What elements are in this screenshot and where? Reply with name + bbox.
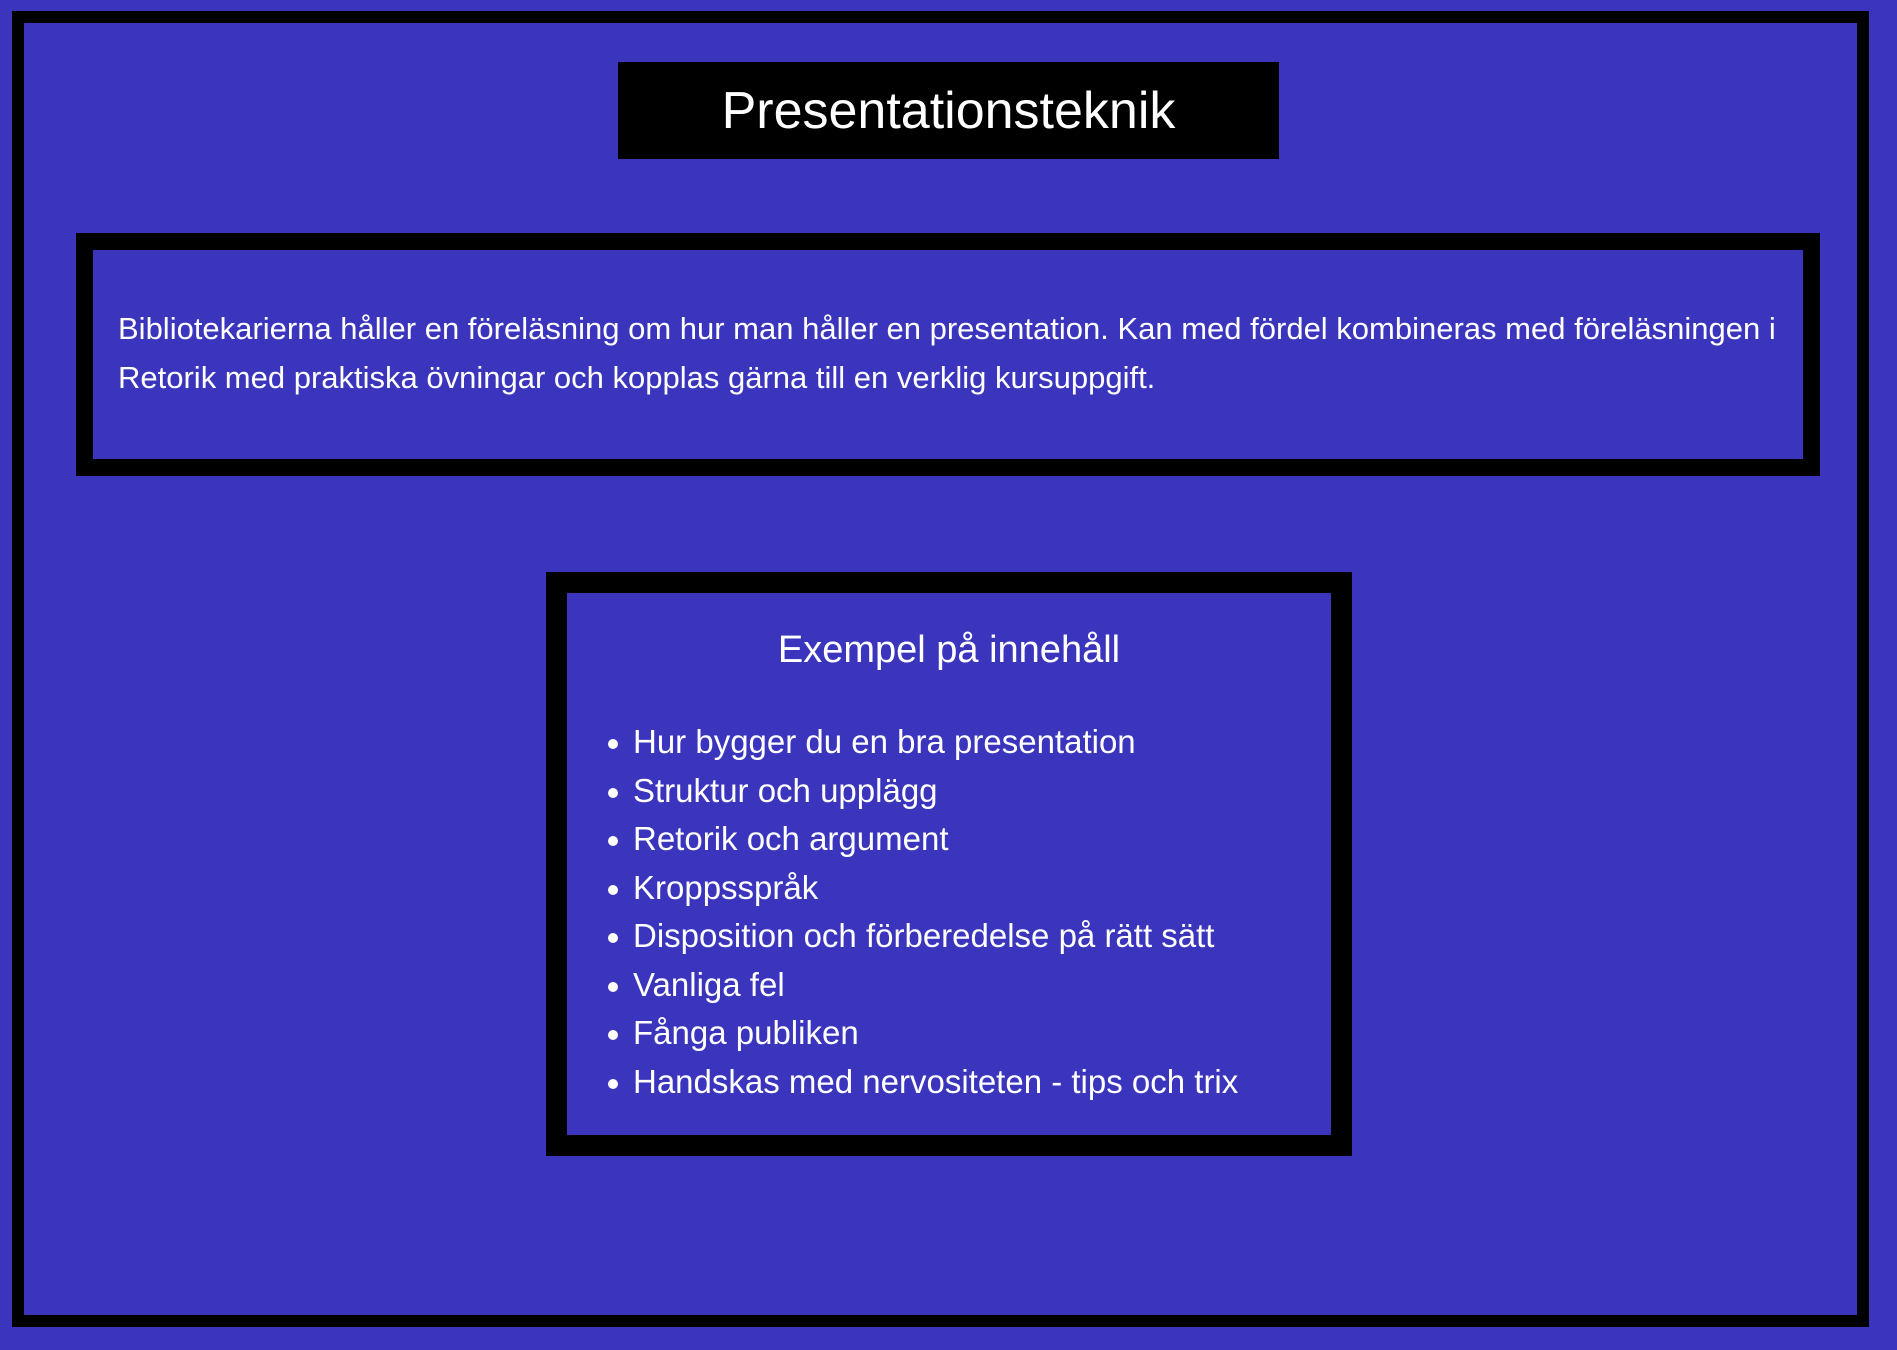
list-item	[603, 767, 1238, 816]
bullet-icon	[608, 788, 618, 798]
list-item	[603, 961, 1238, 1010]
bullet-icon	[608, 1079, 618, 1089]
list-item-text: Kroppsspråk	[633, 868, 819, 906]
list-item-text: Fånga publiken	[633, 1014, 859, 1051]
description-text: Bibliotekarierna håller en föreläsning om hur man håller en presentation. Kan med fördel kombineras med föreläsningen i Retorik med praktiska övningar och kopplas gärna till en verklig kursuppgift.	[118, 311, 1776, 395]
bullet-icon	[608, 836, 618, 846]
content-list	[603, 718, 1238, 1106]
list-item	[603, 815, 1238, 864]
list-item-text: Hur bygger du en bra presentation	[633, 723, 1136, 760]
list-item-text: Struktur och upplägg	[633, 771, 938, 809]
list-item	[603, 718, 1238, 767]
bullet-icon	[608, 982, 618, 992]
content-heading: Exempel på innehåll	[777, 629, 1121, 671]
bullet-icon	[608, 1030, 618, 1040]
list-item	[603, 1009, 1238, 1058]
list-item-text: Vanliga fel	[633, 965, 785, 1003]
bullet-icon	[608, 885, 618, 895]
list-item-text: Retorik och argument	[633, 820, 949, 857]
list-item	[603, 1058, 1238, 1107]
list-item-text: Handskas med nervositeten - tips och trix	[633, 1062, 1239, 1100]
bullet-icon	[608, 933, 618, 943]
page-title: Presentationsteknik	[721, 81, 1176, 140]
list-item	[603, 912, 1238, 961]
list-item	[603, 864, 1238, 913]
bullet-icon	[608, 739, 618, 749]
title-banner	[618, 62, 1279, 159]
list-item-text: Disposition och förberedelse på rätt sätt	[633, 917, 1215, 954]
